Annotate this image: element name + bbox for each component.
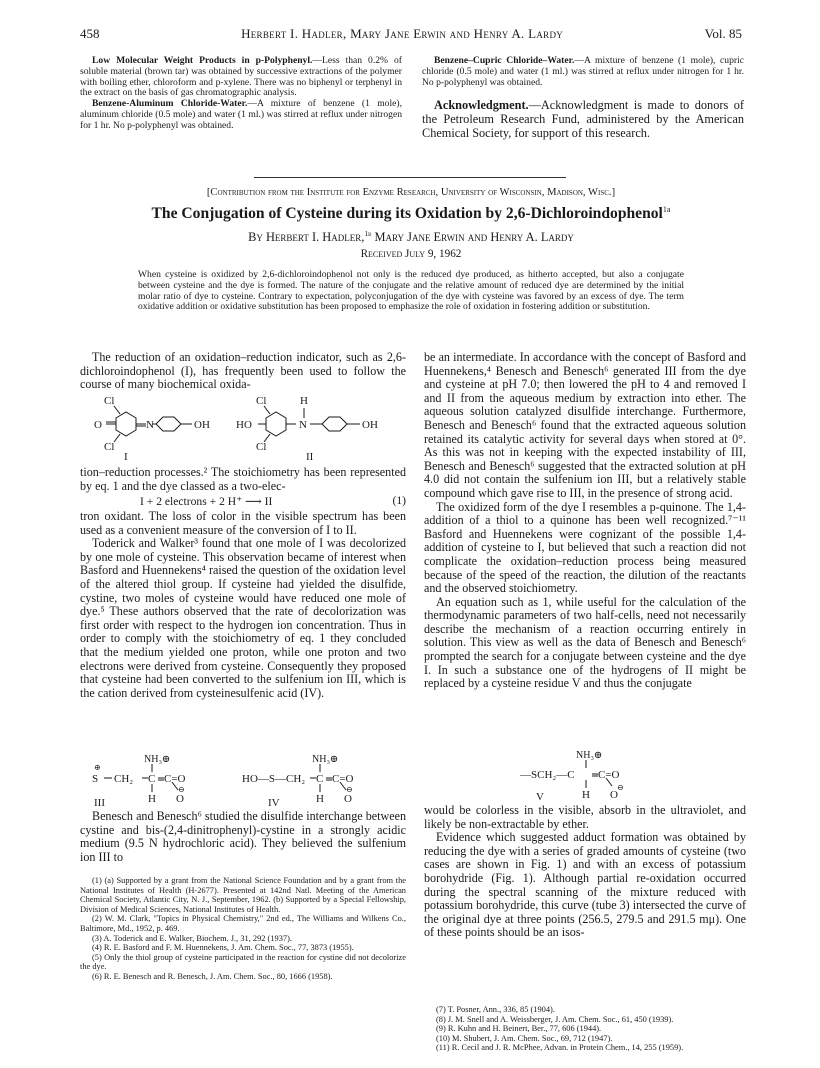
svg-text:Cl: Cl: [104, 441, 115, 453]
svg-text:Cl: Cl: [256, 441, 267, 453]
footnote-3: (3) A. Toderick and E. Walker, Biochem. J., 31, 292 (1937).: [92, 933, 292, 943]
ack-text: —Acknowledgment is made to donors of the Petroleum Research Fund, administered by the American Chemical Society, for support of this research.: [422, 98, 744, 140]
footnote-9: (9) R. Kuhn and H. Beinert, Ber., 77, 606 (1944).: [436, 1024, 602, 1034]
abstract: When cysteine is oxidized by 2,6-dichloroindophenol not only is the reduced dye produced, as hitherto accepted, but also a conjugate between cysteine and the dye is formed. The nature of the conjugate and the relative amount of reduced dye are determined by the initial molar ratio of dye to cysteine. Contrary to expectation, polyconjugation of the dye with cysteine was favored by an excess of dye. The term oxidative addition or oxidative substitution has been proposed to emphasize the role of oxidation in fostering addition or substitution.: [138, 269, 684, 313]
volume: Vol. 85: [704, 26, 742, 41]
svg-text:O: O: [94, 419, 102, 431]
author-1-footnote-mark: 1b: [364, 229, 372, 238]
svg-text:O: O: [176, 793, 184, 805]
equation-number: (1): [392, 494, 406, 507]
footnotes-left: [80, 876, 406, 982]
svg-text:Cl: Cl: [256, 395, 267, 407]
structures-III-IV: [92, 752, 402, 808]
svg-text:HO—S—CH₂: HO—S—CH₂: [242, 773, 306, 785]
footnote-10: (10) M. Shubert, J. Am. Chem. Soc., 69, 712 (1947).: [436, 1033, 613, 1043]
structures-I-II: [84, 394, 406, 466]
left-paragraph-1-cont: [80, 466, 406, 493]
svg-text:⊖: ⊖: [178, 785, 185, 794]
svg-text:C=O: C=O: [598, 769, 620, 781]
authors-rest: Mary Jane Erwin and Henry A. Lardy: [371, 230, 574, 245]
footnote-8: (8) J. M. Snell and A. Weissberger, J. Am. Chem. Soc., 61, 450 (1939).: [436, 1014, 674, 1024]
footnote-4: (4) R. E. Basford and F. M. Huennekens, J. Am. Chem. Soc., 77, 3873 (1955).: [92, 943, 354, 953]
svg-text:NH₃⊕: NH₃⊕: [576, 750, 603, 761]
intro-paragraph-cont: tion–reduction processes.² The stoichiometry has been represented by eq. 1 and the dye classed as a two-elec-: [80, 465, 406, 493]
svg-text:Cl: Cl: [104, 395, 115, 407]
left-paragraph-3: [80, 810, 406, 864]
prev-article-right: [422, 56, 744, 88]
svg-text:N: N: [146, 419, 154, 431]
svg-text:C: C: [316, 773, 324, 785]
right-paragraph-2: The oxidized form of the dye I resembles a p-quinone. The 1,4-addition of a thiol to a quinone has been well recognized.⁷⁻¹¹ Basford and Huennekens were cognizant of the possible 1,4-addition of cysteine to I, but believed that such a reaction did not complicate the oxidation–reduction process being measured because of the speed of the reaction, the dilution of the reactants and the observed stoichiometry.: [424, 499, 746, 596]
svg-text:NH₃⊕: NH₃⊕: [144, 754, 171, 765]
prev-text-2: —A mixture of benzene (1 mole), aluminum chloride (0.5 mole) and water (1 ml.) was stirred at reflux under nitrogen for 1 hr. No p-polyphenyl was obtained.: [80, 98, 402, 131]
prev-text-3: —A mixture of benzene (1 mole), cupric chloride (0.5 mole) and water (1 ml.) was stirred at reflux under nitrogen for 1 hr. No p-polyphenyl was obtained.: [422, 55, 744, 88]
label-III: III: [94, 797, 105, 808]
intro-paragraph: The reduction of an oxidation–reduction indicator, such as 2,6-dichloroindophenol (I), has frequently been used to follow the course of many biochemical oxida-: [80, 350, 406, 392]
svg-text:S: S: [92, 773, 99, 785]
label-II: II: [306, 451, 314, 463]
svg-text:N: N: [299, 419, 307, 431]
title-text: The Conjugation of Cysteine during its Oxidation by 2,6-Dichloroindophenol: [151, 205, 663, 223]
authors-prefix: By: [248, 230, 266, 245]
svg-text:⊖: ⊖: [346, 785, 353, 794]
structure-V: [500, 748, 700, 802]
footnote-7: (7) T. Posner, Ann., 336, 85 (1904).: [436, 1005, 555, 1014]
equation-text: I + 2 electrons + 2 H⁺ ⟶ II: [140, 495, 273, 508]
svg-text:CH₂: CH₂: [114, 773, 134, 785]
svg-text:H: H: [582, 789, 590, 801]
svg-text:O: O: [344, 793, 352, 805]
svg-text:NH₃⊕: NH₃⊕: [312, 754, 339, 765]
right-paragraph-1: be an intermediate. In accordance with the concept of Basford and Huennekens,⁴ Benesch and Benesch⁶ generated III from the dye and cysteine at pH 7.0; then lowered the pH to 4 and removed I and II from the aqueous medium by extraction into ether. The aqueous solution catalyzed disulfide interchange. Furthermore, Benesch and Benesch⁶ found that the extracted aqueous solution retained its catalytic activity for several days when stored at 0°. As this was not in keeping with the expected instability of III, Benesch and Benesch⁶ suggested that the extracted solution at pH 4.0 did not contain the sulfenium ion III, but a relatively stable compound which gave rise to III, in the presence of strong acid.: [424, 350, 746, 500]
running-header: [80, 26, 742, 42]
intro-paragraph-end: tron oxidant. The loss of color in the visible spectrum has been used as a convenient measure of the conversion of I to II.: [80, 509, 406, 537]
title-footnote-mark: 1a: [662, 205, 671, 214]
footnote-5: (5) Only the thiol group of cysteine participated in the reaction for cystine did not decolorize the dye.: [80, 952, 406, 972]
svg-text:H: H: [316, 793, 324, 805]
article-title: [80, 205, 742, 223]
footnote-6: (6) R. E. Benesch and R. Benesch, J. Am. Chem. Soc., 80, 1666 (1958).: [92, 971, 333, 981]
received-date: Received July 9, 1962: [360, 248, 462, 260]
author-1: Herbert I. Hadler,: [265, 230, 365, 245]
svg-text:C=O: C=O: [332, 773, 354, 785]
prev-article-left: [80, 56, 402, 132]
right-paragraph-3: An equation such as 1, while useful for the calculation of the thermodynamic parameters of two half-cells, need not necessarily describe the mechanism of a reaction occurring entirely in solution. This view as well as the data of Benesch and Benesch⁶ prompted the search for a conjugate between cysteine and the dye I. In such a substance one of the hydrogens of II might be replaced by a cysteine residue V and thus the conjugate: [424, 594, 746, 691]
equation-1: [140, 494, 406, 508]
svg-text:⊕: ⊕: [94, 763, 101, 772]
footnotes-right: [424, 1005, 746, 1053]
svg-text:—SCH₂—C: —SCH₂—C: [520, 769, 575, 781]
svg-text:H: H: [300, 395, 308, 407]
svg-text:C=O: C=O: [164, 773, 186, 785]
svg-text:H: H: [148, 793, 156, 805]
prev-heading-3: Benzene–Cupric Chloride–Water.: [434, 55, 575, 66]
footnote-2: (2) W. M. Clark, "Topics in Physical Chemistry," 2nd ed., The Williams and Wilkens Co., Baltimore, Md., 1952, p. 469.: [80, 914, 406, 933]
footnote-11: (11) R. Cecil and J. R. McPhee, Advan. in Protein Chem., 14, 255 (1959).: [436, 1043, 684, 1053]
label-IV: IV: [268, 797, 280, 808]
svg-text:HO: HO: [236, 419, 252, 431]
prev-heading-1: Low Molecular Weight Products in p-Polyphenyl.: [92, 55, 313, 66]
svg-text:O: O: [610, 789, 618, 801]
label-V: V: [536, 791, 544, 802]
contribution-line: [Contribution from the Institute for Enzyme Research, University of Wisconsin, Madison, Wisc.]: [206, 187, 616, 198]
prev-heading-2: Benzene-Aluminum Chloride-Water.: [92, 98, 248, 110]
prev-text-1: —Less than 0.2% of soluble material (brown tar) was obtained by successive extractions of the polymer with boiling ether, chloroform and p-xylene. There was no biphenyl or terphenyl in the extract on the basis of gas chromatographic analysis.: [80, 55, 402, 99]
footnote-1: (1) (a) Supported by a grant from the National Science Foundation and by a grant from the National Institutes of Health (H-2677). Presented at 142nd Natl. Meeting of the American Chemical Society, Atlantic City, N. J., September, 1962. (b) Supported by a Special Fellowship, Division of Medical Sciences, National Institutes of Health.: [80, 876, 406, 914]
svg-text:C: C: [148, 773, 156, 785]
svg-text:⊖: ⊖: [617, 783, 624, 792]
left-paragraph-1-end: [80, 510, 406, 700]
right-paragraph-4: Evidence which suggested adduct formation was obtained by reducing the dye with a series of graded amounts of cysteine (two cases are shown in Fig. 1) and with an excess of potassium borohydride (Fig. 1). Although partial re-oxidation occurred during the spectral scanning of the mixture reduced with potassium borohydride, this curve (tube 3) intersected the curve of the original dye at three points (256.5, 279.5 and 291.5 mμ). One of these points should be an isos-: [424, 830, 746, 940]
ring-I-quinone: [116, 412, 136, 436]
section-divider: [254, 177, 566, 178]
right-paragraphs: [424, 351, 746, 691]
right-paragraphs-cont: [424, 804, 746, 940]
authors: [80, 229, 742, 245]
svg-text:OH: OH: [194, 419, 210, 431]
page-number: 458: [80, 26, 100, 41]
benesch-paragraph: Benesch and Benesch⁶ studied the disulfide interchange between cystine and bis-(2,4-dinitrophenyl)-cystine in a strongly acidic medium (9.5 N hydrochloric acid). They believed the sulfenium ion III to: [80, 809, 406, 864]
acknowledgment: [422, 98, 744, 140]
svg-text:OH: OH: [362, 419, 378, 431]
right-paragraph-3-cont: would be colorless in the visible, absorb in the ultraviolet, and likely be non-extractable by ether.: [424, 803, 746, 831]
running-title: Herbert I. Hadler, Mary Jane Erwin and Henry A. Lardy: [241, 26, 564, 41]
ack-heading: Acknowledgment.: [434, 98, 529, 112]
label-I: I: [124, 451, 128, 463]
left-paragraph-1: [80, 351, 406, 392]
toderick-paragraph: Toderick and Walker³ found that one mole of I was decolorized by one mole of cysteine. This observation became of interest when Basford and Huennekens⁴ raised the question of the oxidation level of the altered thiol group. If cysteine had yielded the disulfide, cystine, two moles of cysteine would have reduced one mole of dye.⁵ These authors observed that the rate of decolorization was first order with respect to the hydrogen ion concentration. Thus in order to comply with the stoichiometry of eq. 1 they concluded that the medium yielded one proton, while one proton and two electrons were derived from cysteine. Consequently they proposed that cysteine had been converted to the sulfenium ion III, which is the cation derived from cysteinesulfenic acid (IV).: [80, 536, 406, 700]
